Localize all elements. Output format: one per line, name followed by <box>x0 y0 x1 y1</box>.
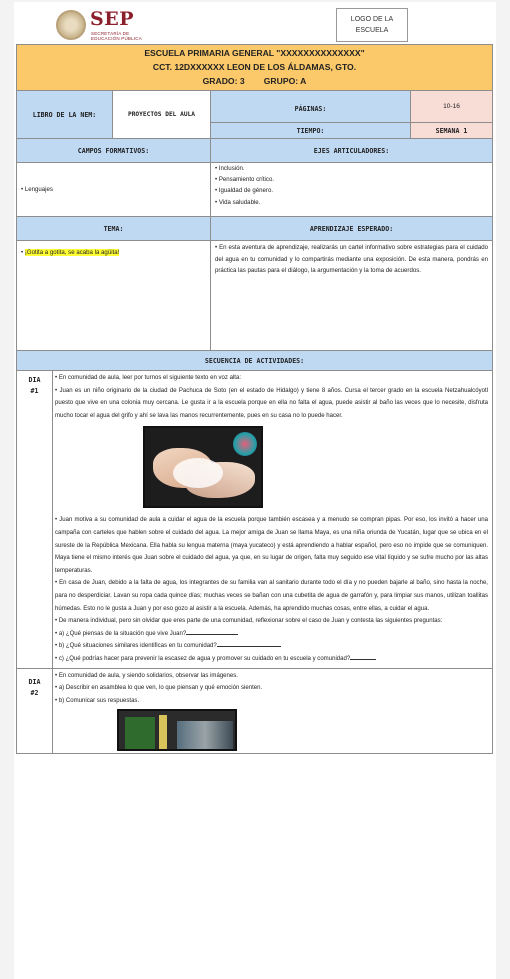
dia1-activity-2: • Juan es un niño originario de la ciudad de Pachuca de Soto (en el estado de Hidalgo) y tiene 8 años. Cursa el tercer grado en la escuela Netzahualcóyotl puesto que vive en una colonia muy cercana. Le gusta ir a la escuela porque en ella no falta el agua, puede asistir al baño las veces que lo necesite, disfruta mucho tocar el agua del grifo y ahí se lava las manos recurrentemente, pues en su casa no lo puede hacer. <box>55 385 490 423</box>
eje-item: • Pensamiento crítico. <box>215 174 488 185</box>
dia1-label-cell <box>17 371 53 669</box>
school-name: ESCUELA PRIMARIA GENERAL "XXXXXXXXXXXXXX" <box>144 48 365 58</box>
sep-seal-icon <box>56 10 86 40</box>
campos-header: CAMPOS FORMATIVOS: <box>17 139 211 163</box>
dia1-num: #1 <box>30 387 39 395</box>
campos-cell <box>17 163 211 217</box>
dia1-question-c: • c) ¿Qué podrías hacer para prevenir la escasez de agua y promover su cuidado en tu escuela y comunidad? <box>55 653 490 666</box>
aprendizaje-header: APRENDIZAJE ESPERADO: <box>211 217 493 241</box>
handwashing-photo <box>143 426 263 508</box>
ejes-cell <box>211 163 493 217</box>
water-images-photo <box>117 709 237 751</box>
tema-value: ¡Gotita a gotita, se acaba la agüita! <box>24 249 120 256</box>
libro-value: PROYECTOS DEL AULA <box>113 91 211 139</box>
dia1-label: DIA <box>28 376 41 384</box>
aprendizaje-cell <box>211 241 493 351</box>
logo-line-2: ESCUELA <box>355 27 389 34</box>
school-banner <box>17 45 493 91</box>
tema-header: TEMA: <box>17 217 211 241</box>
dia1-activity-3: • Juan motiva a su comunidad de aula a cuidar el agua de la escuela porque también escasea y a menudo se compran pipas. Por eso, los invitó a hacer una campaña con carteles que hablen sobre el cuidado del agua. La mejor amiga de Juan se llama Maya, es una niña oriunda de Yucatán, lugar que se ubica en el sureste de la República Mexicana. Ella habla su lengua materna (maya yucateco) y está aprendiendo a hablar español, pero eso no impide que se comuniquen. Maya tiene el mismo interés que Juan sobre el cuidado del agua, ya que, en su lugar de origen, falta muy seguido ese vital líquido y se sufre mucho por las altas temperaturas. <box>55 514 490 577</box>
tiempo-value: SEMANA 1 <box>411 123 493 139</box>
lesson-plan-page <box>14 2 496 979</box>
logo-line-1: LOGO DE LA <box>350 16 394 23</box>
lesson-plan-table <box>16 44 493 754</box>
grado-grupo <box>17 74 492 88</box>
grado-label: GRADO: 3 <box>202 76 245 86</box>
dia1-activity-4: • En casa de Juan, debido a la falta de agua, los integrantes de su familia van al sanitario durante todo el día y no pueden bajarle al baño, sino hasta la noche, para no desperdiciar. Lavan su ropa cada quince días; muchas veces se bañan con una cubetita de agua de garrafón y, para limpiar sus manos, utilizan toallitas húmedas. Esto no le gusta a Juan y por eso gozo al asistir a la escuela. Además, ha aprendido muchas cosas, entre ellas, a cuidar el agua. <box>55 577 490 615</box>
ejes-header: EJES ARTICULADORES: <box>211 139 493 163</box>
dia1-question-a: • a) ¿Qué piensas de la situación que vive Juan? <box>55 628 490 641</box>
campos-value: • Lenguajes <box>21 184 206 195</box>
tiempo-label: TIEMPO: <box>211 123 411 139</box>
eje-item: • Vida saludable. <box>215 197 488 208</box>
dia1-activity-5: • De manera individual, pero sin olvidar que eres parte de una comunidad, reflexionar sobre el caso de Juan y contesta las siguientes preguntas: <box>55 615 490 628</box>
paginas-label: PÁGINAS: <box>211 91 411 123</box>
dia2-activity-1: • En comunidad de aula, y siendo solidarios, observar las imágenes. <box>55 670 490 683</box>
paginas-value: 10-16 <box>411 91 493 123</box>
aprendizaje-text: • En esta aventura de aprendizaje, realizarás un cartel informativo sobre estrategias para el cuidado del agua en tu comunidad y lo compartirás mediante una exposición. De esta manera, pondrás en práctica las pautas para el diálogo, la argumentación y la toma de acuerdos. <box>215 242 488 277</box>
secuencia-header: SECUENCIA DE ACTIVIDADES: <box>17 351 493 371</box>
sep-logo-subtitle: SECRETARÍA DE EDUCACIÓN PÚBLICA <box>91 31 142 41</box>
libro-label: LIBRO DE LA NEM: <box>17 91 113 139</box>
dia2-activity-3: • b) Comunicar sus respuestas. <box>55 695 490 708</box>
eje-item: • Inclusión. <box>215 163 488 174</box>
dia2-label: DIA <box>28 677 41 686</box>
dia2-activity-2: • a) Describir en asamblea lo que ven, lo que piensan y qué emoción sienten. <box>55 682 490 695</box>
dia2-label-cell <box>17 668 53 754</box>
tema-cell <box>17 241 211 351</box>
grupo-label: GRUPO: A <box>263 76 307 86</box>
page-header <box>14 2 496 44</box>
dia1-activities <box>53 371 493 669</box>
dia1-question-b: • b) ¿Qué situaciones similares identificas en tu comunidad? <box>55 640 490 653</box>
dia2-activities <box>53 668 493 754</box>
sep-logo-title: SEP <box>90 8 134 30</box>
ejes-list <box>215 163 488 208</box>
school-logo-placeholder <box>336 8 408 42</box>
school-cct: CCT. 12DXXXXXX LEON DE LOS ÁLDAMAS, GTO. <box>152 62 357 72</box>
eje-item: • Igualdad de género. <box>215 185 488 196</box>
dia2-num: #2 <box>30 688 39 697</box>
dia1-activity-1: • En comunidad de aula, leer por turnos el siguiente texto en voz alta: <box>55 372 490 385</box>
